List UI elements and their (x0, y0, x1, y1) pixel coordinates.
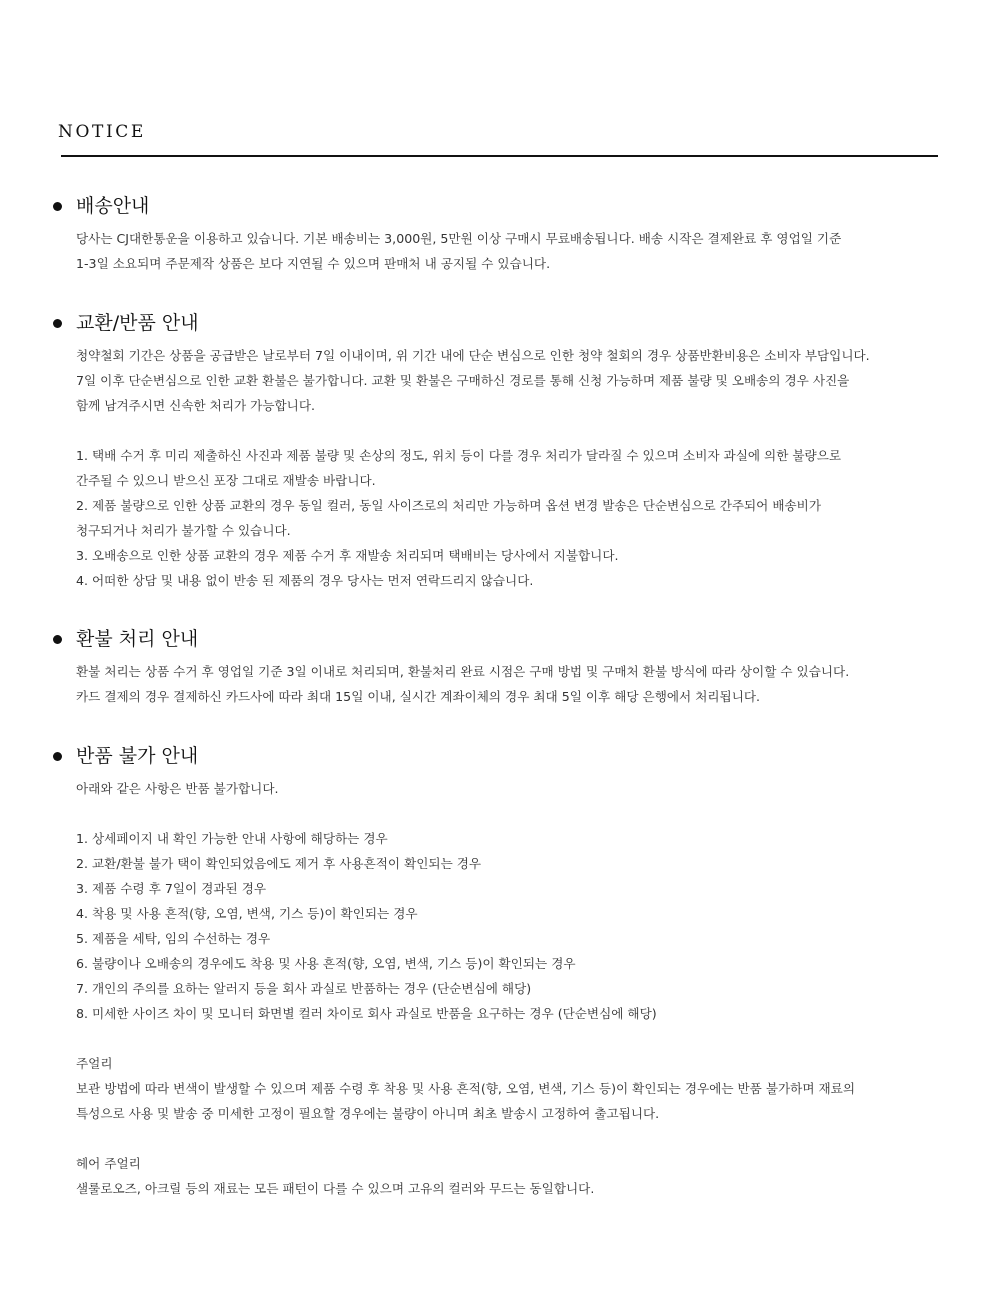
subheading-jewelry: 주얼리 (76, 1056, 113, 1071)
bullet-icon (53, 319, 62, 328)
text-line: 환불 처리는 상품 수거 후 영업일 기준 3일 이내로 처리되며, 환불처리 완료 시점은 구매 방법 및 구매처 환불 방식에 따라 상이할 수 있습니다. (76, 664, 850, 679)
list-item: 7. 개인의 주의를 요하는 알러지 등을 회사 과실로 반품하는 경우 (단순변심에 해당) (76, 981, 532, 996)
subheading-hair-jewelry: 헤어 주얼리 (76, 1156, 141, 1171)
section-body (76, 343, 936, 593)
section-heading: 반품 불가 안내 (76, 745, 199, 767)
bullet-icon (53, 752, 62, 761)
notice-divider (61, 155, 938, 157)
text-line: 함께 남겨주시면 신속한 처리가 가능합니다. (76, 398, 315, 413)
section-body (76, 776, 936, 1201)
text-line: 보관 방법에 따라 변색이 발생할 수 있으며 제품 수령 후 착용 및 사용 흔적(향, 오염, 변색, 기스 등)이 확인되는 경우에는 반품 불가하며 재료의 (76, 1081, 856, 1096)
text-line: 7일 이후 단순변심으로 인한 교환 환불은 불가합니다. 교환 및 환불은 구매하신 경로를 통해 신청 가능하며 제품 불량 및 오배송의 경우 사진을 (76, 373, 850, 388)
list-item: 1. 택배 수거 후 미리 제출하신 사진과 제품 불량 및 손상의 정도, 위치 등이 다를 경우 처리가 달라질 수 있으며 소비자 과실에 의한 불량으로 (76, 448, 842, 463)
section-heading: 교환/반품 안내 (76, 312, 199, 334)
list-item: 3. 오배송으로 인한 상품 교환의 경우 제품 수거 후 재발송 처리되며 택배비는 당사에서 지불합니다. (76, 548, 619, 563)
list-item: 2. 교환/환불 불가 택이 확인되었음에도 제거 후 사용흔적이 확인되는 경우 (76, 856, 482, 871)
text-line: 1-3일 소요되며 주문제작 상품은 보다 지연될 수 있으며 판매처 내 공지될 수 있습니다. (76, 256, 551, 271)
text-line: 카드 결제의 경우 결제하신 카드사에 따라 최대 15일 이내, 실시간 계좌이체의 경우 최대 5일 이후 해당 은행에서 처리됩니다. (76, 689, 761, 704)
list-item: 4. 착용 및 사용 흔적(향, 오염, 변색, 기스 등)이 확인되는 경우 (76, 906, 418, 921)
blank-line (76, 418, 936, 443)
bullet-icon (53, 635, 62, 644)
text-line: 샐룰로오즈, 아크릴 등의 재료는 모든 패턴이 다를 수 있으며 고유의 컬러와 무드는 동일합니다. (76, 1181, 595, 1196)
list-item: 8. 미세한 사이즈 차이 및 모니터 화면별 컬러 차이로 회사 과실로 반품을 요구하는 경우 (단순변심에 해당) (76, 1006, 657, 1021)
blank-line (76, 1026, 936, 1051)
list-item: 5. 제품을 세탁, 임의 수선하는 경우 (76, 931, 271, 946)
blank-line (76, 1126, 936, 1151)
blank-line (76, 801, 936, 826)
section-heading: 환불 처리 안내 (76, 628, 199, 650)
section-body (76, 659, 936, 709)
list-item: 1. 상세페이지 내 확인 가능한 안내 사항에 해당하는 경우 (76, 831, 388, 846)
list-item: 간주될 수 있으니 받으신 포장 그대로 재발송 바랍니다. (76, 473, 376, 488)
text-line: 당사는 CJ대한통운을 이용하고 있습니다. 기본 배송비는 3,000원, 5만원 이상 구매시 무료배송됩니다. 배송 시작은 결제완료 후 영업일 기준 (76, 231, 842, 246)
list-item: 3. 제품 수령 후 7일이 경과된 경우 (76, 881, 267, 896)
list-item: 청구되거나 처리가 불가할 수 있습니다. (76, 523, 291, 538)
section-body (76, 226, 936, 276)
list-item: 6. 불량이나 오배송의 경우에도 착용 및 사용 흔적(향, 오염, 변색, 기스 등)이 확인되는 경우 (76, 956, 576, 971)
notice-title: NOTICE (58, 122, 146, 142)
section-heading: 배송안내 (76, 195, 150, 217)
text-line: 아래와 같은 사항은 반품 불가합니다. (76, 781, 279, 796)
bullet-icon (53, 202, 62, 211)
text-line: 청약철회 기간은 상품을 공급받은 날로부터 7일 이내이며, 위 기간 내에 단순 변심으로 인한 청약 철회의 경우 상품반환비용은 소비자 부담입니다. (76, 348, 870, 363)
list-item: 4. 어떠한 상담 및 내용 없이 반송 된 제품의 경우 당사는 먼저 연락드리지 않습니다. (76, 573, 534, 588)
list-item: 2. 제품 불량으로 인한 상품 교환의 경우 동일 컬러, 동일 사이즈로의 처리만 가능하며 옵션 변경 발송은 단순변심으로 간주되어 배송비가 (76, 498, 822, 513)
text-line: 특성으로 사용 및 발송 중 미세한 고정이 필요할 경우에는 불량이 아니며 최초 발송시 고정하여 출고됩니다. (76, 1106, 660, 1121)
